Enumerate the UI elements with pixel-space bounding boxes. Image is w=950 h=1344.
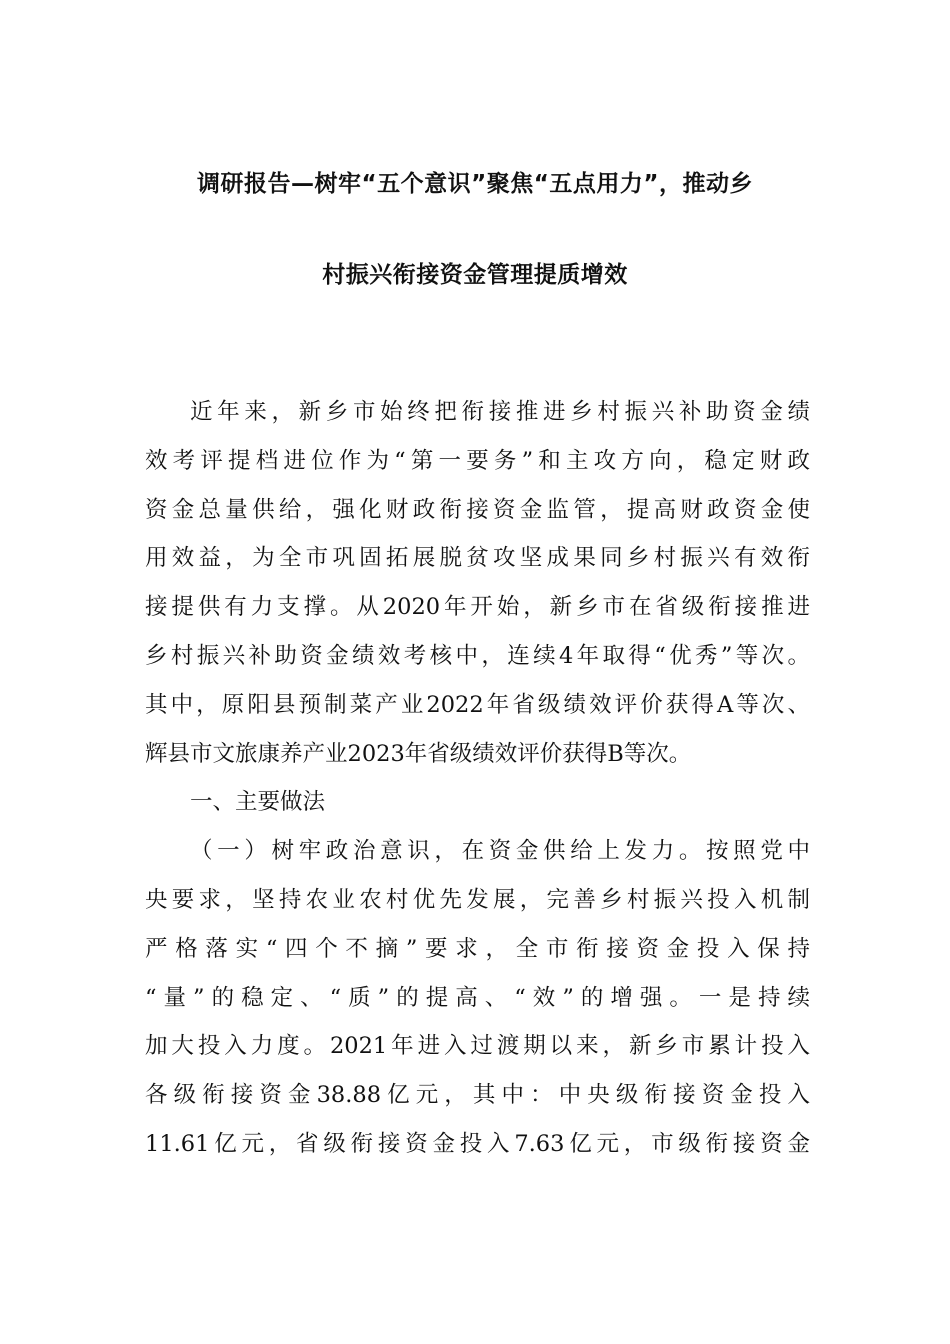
- paragraph-line: 11.61亿元，省级衔接资金投入7.63亿元，市级衔接资金: [145, 1130, 810, 1157]
- document-title-line-2: 村振兴衔接资金管理提质增效: [322, 262, 628, 288]
- paragraph-line: 其中，原阳县预制菜产业2022年省级绩效评价获得A等次、: [145, 691, 810, 718]
- paragraph-line: 近年来，新乡市始终把衔接推进乡村振兴补助资金绩: [190, 399, 810, 425]
- paragraph-line: 资金总量供给，强化财政衔接资金监管，提高财政资金使: [145, 496, 810, 523]
- paragraph-line: 央要求，坚持农业农村优先发展，完善乡村振兴投入机制: [145, 886, 810, 913]
- paragraph-line: 用效益，为全市巩固拓展脱贫攻坚成果同乡村振兴有效衔: [145, 545, 810, 572]
- paragraph-line: 接提供有力支撑。从2020年开始，新乡市在省级衔接推进: [145, 594, 810, 621]
- section-heading: 一、主要做法: [190, 789, 326, 816]
- paragraph-line: 辉县市文旅康养产业2023年省级绩效评价获得B等次。: [145, 740, 692, 767]
- paragraph-line: 效考评提档进位作为“第一要务”和主攻方向，稳定财政: [145, 447, 810, 474]
- document-body: [145, 388, 810, 1169]
- document-title-line-1: 调研报告—树牢“五个意识”聚焦“五点用力”，推动乡: [197, 171, 753, 197]
- paragraph-line: 加大投入力度。2021年进入过渡期以来，新乡市累计投入: [145, 1033, 810, 1060]
- paragraph-line: 乡村振兴补助资金绩效考核中，连续4年取得“优秀”等次。: [145, 642, 810, 669]
- paragraph-line: “量”的稳定、“质”的提高、“效”的增强。一是持续: [145, 984, 810, 1011]
- paragraph-line: 各级衔接资金38.88亿元，其中：中央级衔接资金投入: [145, 1082, 810, 1109]
- paragraph-line: （一）树牢政治意识，在资金供给上发力。按照党中: [190, 838, 810, 865]
- paragraph-line: 严格落实“四个不摘”要求，全市衔接资金投入保持: [145, 935, 810, 962]
